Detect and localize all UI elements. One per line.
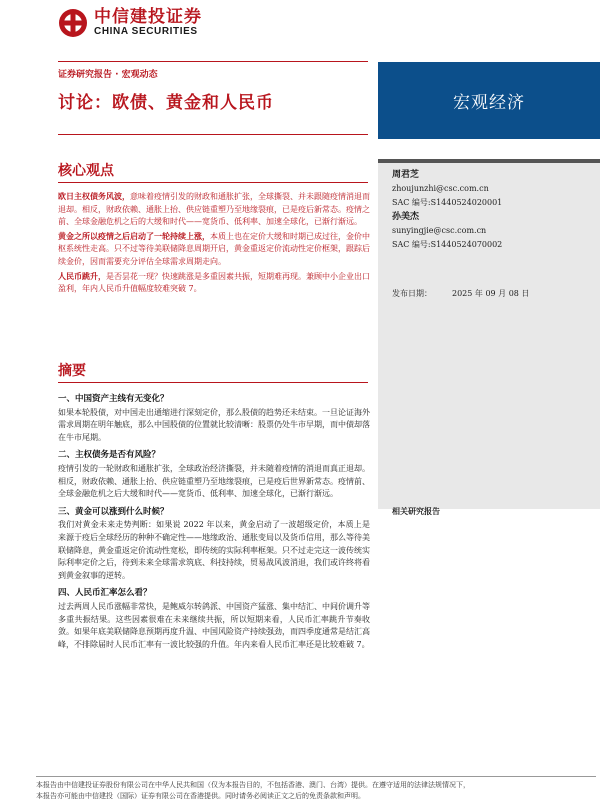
summary-item-title: 四、人民币汇率怎么看？ bbox=[58, 588, 152, 599]
brand-name-en: CHINA SECURITIES bbox=[94, 26, 198, 37]
core-body: 是否昙花一现？快速跳涨是多重因素共振，短期难再现。兼顾中小企业出口盈利，年内人民币升值幅度较难突破 7。 bbox=[58, 271, 370, 294]
summary-item-title: 一、中国资产主线有无变化？ bbox=[58, 394, 169, 404]
core-lead: 欧日主权债务风波， bbox=[58, 192, 130, 201]
publish-date bbox=[392, 288, 549, 299]
core-paragraph bbox=[58, 191, 370, 229]
core-lead: 黄金之所以疫情之后启动了一轮持续上涨， bbox=[58, 231, 210, 241]
core-paragraph bbox=[58, 271, 370, 296]
csc-logo-icon bbox=[58, 8, 88, 38]
core-body: 意味着疫情引发的财政和通胀扩张，全球撕裂、并未跟随疫情消退而退却。相反，财政依赖、通胀上抬、供应链重塑乃至地缘裂痕，已是疫后新常态。疫情之前、全球金融危机之后的大缓和时代——宽货币、低利率、加速全球化，已渐行渐远。 bbox=[58, 192, 370, 227]
core-paragraph bbox=[58, 231, 370, 269]
analyst-email[interactable]: sunyingjie@csc.com.cn bbox=[392, 226, 487, 235]
summary-item-body: 我们对黄金未来走势判断：如果说 2022 年以来，黄金启动了一波超级定价，本质上是来源于疫后全球经历的种种不确定性——地缘政治、通胀变局以及货币信用，那么等待美联储降息，黄金重返定价流动性宽松，即传统的实际利率框架。只不过走完这一波传统实际利率定价之后，待到未来全球需求筑底、科技持续，贸易战风波消退，我们或许终将看到黄金叙事的逆转。 bbox=[58, 520, 370, 580]
core-heading: 核心观点 bbox=[58, 163, 114, 179]
report-title: 讨论：欧债、黄金和人民币 bbox=[58, 93, 274, 113]
summary-item-body: 疫情引发的一轮财政和通胀扩张，全球政治经济撕裂，并未随着疫情的消退而真正退却。相反，财政依赖、通胀上抬、供应链重塑乃至地缘裂痕，已是疫后世界新常态。疫情前、全球金融危机之后大缓和时代——宽货币、低利率、加速全球化，已渐行渐远。 bbox=[58, 463, 370, 499]
footer-line: 本报告亦可能由中信建投（国际）证券有限公司在香港提供。同时请务必阅读正文之后的免责条款和声明。 bbox=[36, 792, 365, 800]
summary-item-title: 二、主权债务是否有风险？ bbox=[58, 450, 161, 461]
core-lead: 人民币跳升， bbox=[58, 271, 106, 281]
summary-heading: 摘要 bbox=[58, 363, 86, 379]
analyst-sac: SAC 编号:S1440524020001 bbox=[392, 198, 503, 207]
publish-date-label: 发布日期： bbox=[392, 289, 432, 298]
footer-line: 本报告由中信建投证券股份有限公司在中华人民共和国（仅为本报告目的，不包括香港、澳门、台湾）提供。在遵守适用的法律法规情况下， bbox=[36, 781, 470, 789]
summary-item-title: 三、黄金可以涨到什么时候？ bbox=[58, 506, 169, 517]
category-box: 宏观经济 bbox=[378, 62, 600, 139]
core-body: 本质上也在定价大缓和时期已成过往，金价中枢系统性走高。只不过等待美联储降息周期开启，黄金重返定价流动性定价框架，跟踪后续金价，因而需要充分评估全球需求周期走向。 bbox=[58, 231, 370, 266]
analyst-name: 周君芝 bbox=[392, 170, 420, 180]
brand-logo bbox=[58, 8, 202, 38]
disclaimer-footer bbox=[36, 776, 596, 800]
analyst-sac: SAC 编号:S1440524070002 bbox=[392, 240, 503, 249]
brand-name-cn: 中信建投证券 bbox=[94, 7, 202, 27]
summary-item-body: 如果本轮股债，对中国走出通缩进行深刻定价，那么股债的趋势还未结束。一旦论证海外需求周期在明年触底，那么中国股债的位置就比较清晰：股票仍处牛市早期，而中债却落在牛市尾期。 bbox=[58, 407, 370, 442]
sidebar-top-bar bbox=[378, 159, 600, 163]
summary-item-body: 过去两周人民币涨幅非常快，是鲍威尔转鸽派、中国资产猛涨、集中结汇、中间价调升等多重共振结果。这些因素很难在未来继续共振，所以短期来看，人民币汇率跳升节奏收敛。如果年底美联储降息预期再度升温、中国风险资产持续强劲，而四季度通常是结汇高峰，不排除届时人民币汇率有一波比较强的升值。年内来看人民币汇率还是比较难破 7。 bbox=[58, 601, 370, 649]
header-bottom-rule bbox=[58, 134, 368, 135]
core-content bbox=[58, 191, 370, 298]
core-rule bbox=[58, 182, 368, 183]
summary-rule bbox=[58, 382, 368, 383]
analyst-1 bbox=[392, 168, 502, 210]
analyst-2 bbox=[392, 210, 502, 252]
analyst-email[interactable]: zhoujunzhi@csc.com.cn bbox=[392, 184, 489, 193]
report-series: 证券研究报告 · 宏观动态 bbox=[58, 70, 158, 80]
analyst-list bbox=[392, 168, 502, 252]
summary-content bbox=[58, 390, 370, 656]
header-top-rule bbox=[58, 61, 368, 62]
analyst-name: 孙美杰 bbox=[392, 212, 420, 222]
related-reports-heading: 相关研究报告 bbox=[392, 507, 440, 516]
publish-date-value: 2025 年 09 月 08 日 bbox=[452, 289, 530, 298]
